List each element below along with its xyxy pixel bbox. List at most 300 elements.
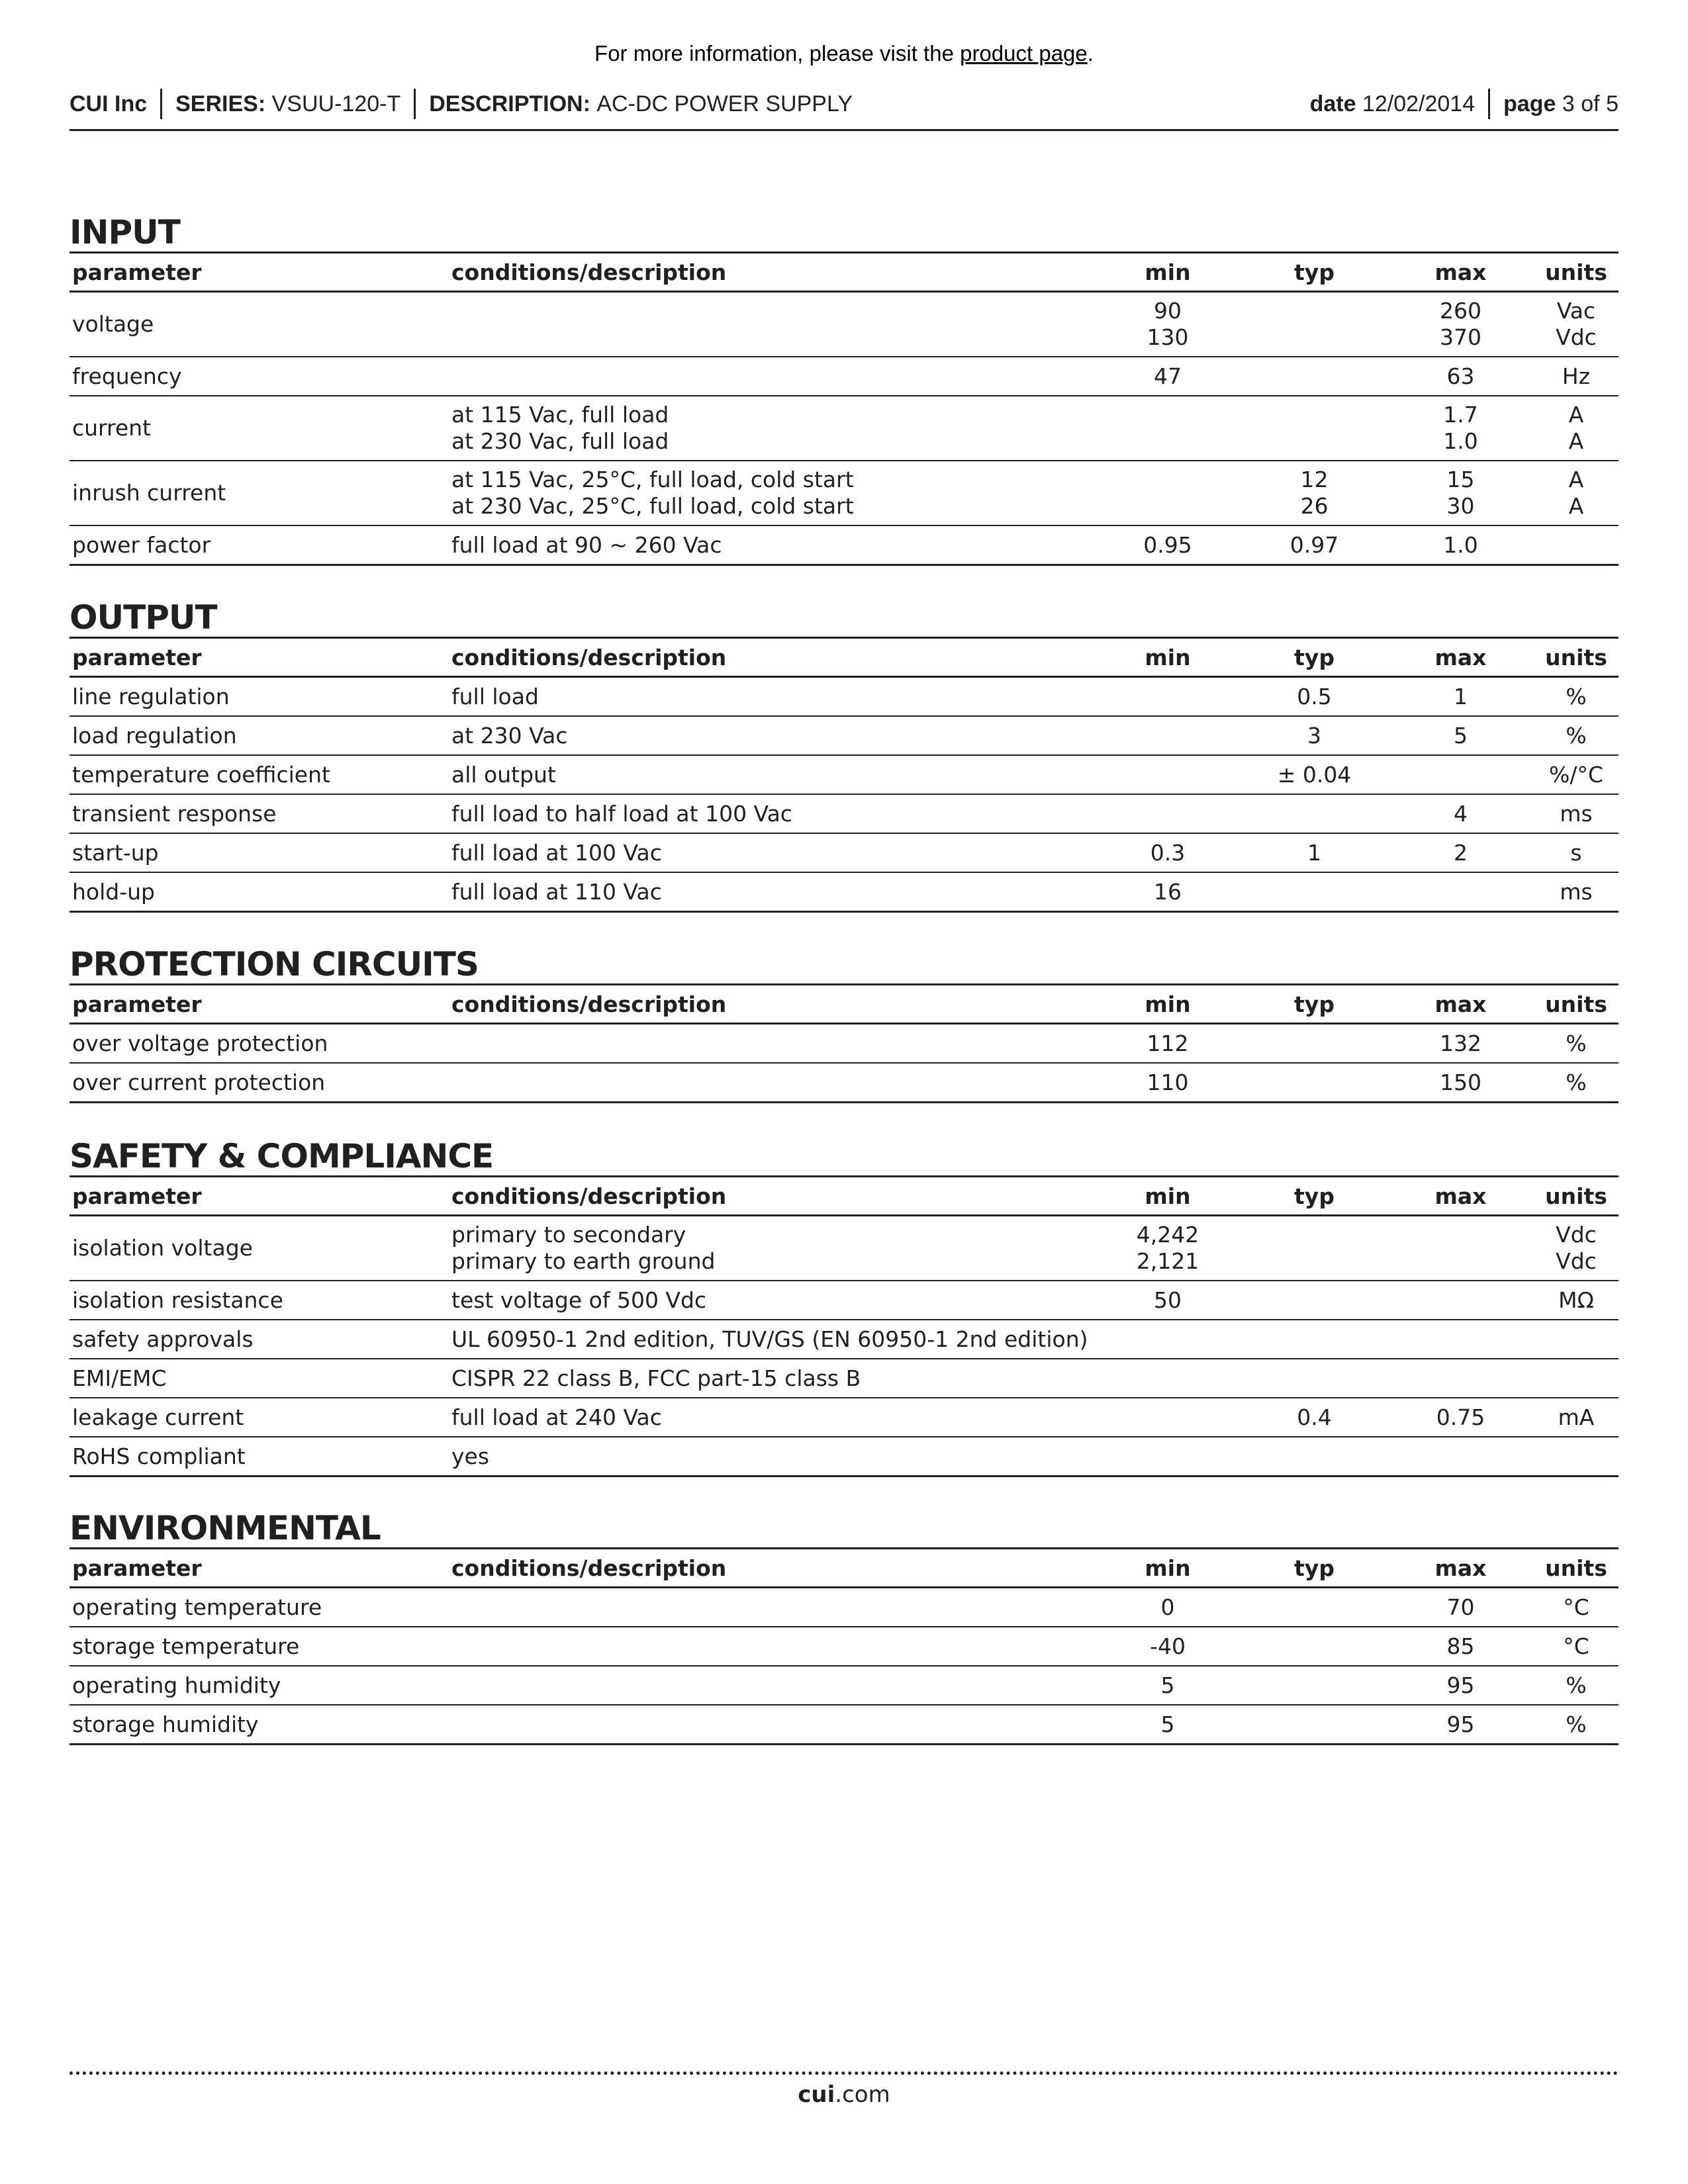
min-cell: [1094, 1666, 1241, 1705]
max-cell: [1387, 292, 1534, 357]
section-protection-circuits: [70, 945, 1618, 1103]
info-note-period: .: [1087, 41, 1094, 66]
table-row: [70, 716, 1618, 755]
typ-cell: [1241, 1666, 1387, 1705]
column-header: min: [1145, 644, 1191, 670]
column-header: parameter: [72, 1555, 202, 1581]
min-cell: [1094, 396, 1241, 461]
parameter-cell: storage temperature: [72, 1633, 300, 1659]
parameter-cell: voltage: [72, 311, 154, 337]
header-rule: [70, 129, 1618, 131]
units-value: %: [1566, 1711, 1587, 1737]
min-cell: [1094, 1627, 1241, 1666]
parameter-cell: line regulation: [72, 683, 230, 709]
units-cell: [1534, 872, 1618, 912]
min-value: 5: [1160, 1672, 1175, 1698]
parameter-cell: storage humidity: [72, 1711, 259, 1737]
max-cell: [1387, 396, 1534, 461]
max-cell: [1387, 1063, 1534, 1103]
column-header: parameter: [72, 644, 202, 670]
typ-cell: [1241, 677, 1387, 717]
table-row: [70, 1666, 1618, 1705]
min-value: 110: [1147, 1069, 1189, 1095]
section-title: OUTPUT: [70, 598, 217, 637]
table-row: [70, 1398, 1618, 1437]
parameter-cell: over voltage protection: [72, 1030, 328, 1056]
units-value: °C: [1563, 1594, 1589, 1620]
spec-table: [70, 1547, 1618, 1745]
header-row: [70, 985, 1618, 1024]
units-value: Hz: [1562, 363, 1591, 389]
condition-cell: [449, 525, 1094, 565]
max-cell: [1387, 872, 1534, 912]
condition-cell: [449, 1320, 1618, 1359]
column-header: min: [1145, 1555, 1191, 1581]
header-row: [70, 1177, 1618, 1216]
units-cell: [1534, 525, 1618, 565]
min-cell: [1094, 1588, 1241, 1627]
table-row: [70, 1588, 1618, 1627]
condition-cell: [449, 1281, 1094, 1320]
page-label: page: [1503, 91, 1556, 116]
typ-cell: [1241, 1063, 1387, 1103]
max-cell: [1387, 716, 1534, 755]
column-header: min: [1145, 1183, 1191, 1209]
table-row: [70, 1281, 1618, 1320]
max-cell: [1387, 357, 1534, 396]
condition-cell: [449, 461, 1094, 525]
max-value: 0.75: [1436, 1404, 1485, 1430]
min-cell: [1094, 1398, 1241, 1437]
condition-line: full load at 110 Vac: [451, 878, 662, 905]
parameter-cell: operating humidity: [72, 1672, 281, 1698]
table-row: [70, 1024, 1618, 1064]
max-value: 260: [1440, 298, 1481, 324]
typ-value: 0.97: [1289, 531, 1339, 558]
column-header: min: [1145, 259, 1191, 285]
max-value: 95: [1446, 1711, 1475, 1737]
units-value: ms: [1560, 878, 1593, 905]
column-header: max: [1434, 1555, 1487, 1581]
page-value: 3 of 5: [1562, 91, 1618, 116]
typ-cell: [1241, 716, 1387, 755]
units-cell: [1534, 461, 1618, 525]
typ-value: 26: [1300, 493, 1329, 519]
condition-cell: [449, 755, 1094, 794]
parameter-cell: isolation voltage: [72, 1235, 253, 1261]
spec-table: [70, 983, 1618, 1103]
min-cell: [1094, 525, 1241, 565]
max-value: 150: [1440, 1069, 1481, 1095]
condition-line: full load at 90 ~ 260 Vac: [451, 531, 722, 558]
units-cell: [1534, 1627, 1618, 1666]
typ-value: 0.4: [1297, 1404, 1332, 1430]
units-value: A: [1568, 467, 1584, 492]
typ-cell: [1241, 833, 1387, 872]
min-cell: [1094, 794, 1241, 833]
description-label: DESCRIPTION:: [429, 91, 590, 116]
parameter-cell: inrush current: [72, 480, 226, 506]
min-cell: [1094, 755, 1241, 794]
info-note-text: For more information, please visit the: [594, 41, 954, 66]
column-header: max: [1434, 259, 1487, 285]
typ-value: 1: [1307, 839, 1321, 866]
min-value: 90: [1154, 298, 1182, 324]
units-cell: [1534, 1024, 1618, 1064]
column-header: units: [1545, 644, 1607, 670]
table-row: [70, 525, 1618, 565]
table-row: [70, 1437, 1618, 1477]
section-output: [70, 598, 1618, 913]
min-cell: [1094, 716, 1241, 755]
table-row: [70, 794, 1618, 833]
condition-cell: [449, 1437, 1094, 1477]
max-value: 1.7: [1443, 402, 1478, 428]
table-row: [70, 755, 1618, 794]
max-value: 95: [1446, 1672, 1475, 1698]
table-row: [70, 357, 1618, 396]
max-cell: [1387, 755, 1534, 794]
section-title: INPUT: [70, 213, 180, 251]
condition-line: full load: [451, 683, 539, 709]
typ-cell: [1241, 1216, 1387, 1281]
units-cell: [1534, 755, 1618, 794]
column-header: typ: [1294, 644, 1335, 670]
units-value: %: [1566, 683, 1587, 709]
column-header: typ: [1294, 1183, 1335, 1209]
typ-cell: [1241, 1398, 1387, 1437]
units-value: %: [1566, 1069, 1587, 1095]
units-value: %/°C: [1548, 761, 1604, 788]
typ-cell: [1241, 1437, 1387, 1477]
column-header: max: [1434, 991, 1487, 1017]
column-header: max: [1434, 644, 1487, 670]
max-cell: [1387, 1437, 1534, 1477]
document-header: [70, 86, 1618, 122]
max-cell: [1387, 1666, 1534, 1705]
condition-cell: [449, 833, 1094, 872]
parameter-cell: transient response: [72, 800, 277, 827]
column-header: units: [1545, 1183, 1607, 1209]
units-value: mA: [1558, 1404, 1595, 1430]
condition-line: test voltage of 500 Vdc: [451, 1287, 707, 1313]
units-value: ms: [1560, 800, 1593, 827]
table-row: [70, 1063, 1618, 1103]
typ-cell: [1241, 1588, 1387, 1627]
typ-cell: [1241, 525, 1387, 565]
min-cell: [1094, 1024, 1241, 1064]
condition-cell: [449, 1705, 1094, 1745]
min-value: 0.95: [1143, 531, 1192, 558]
header-divider: [1488, 89, 1490, 119]
column-header: typ: [1294, 1555, 1335, 1581]
max-cell: [1387, 1398, 1534, 1437]
table-row: [70, 1216, 1618, 1281]
units-value: %: [1566, 1672, 1587, 1698]
typ-value: 0.5: [1297, 683, 1332, 709]
table-row: [70, 1359, 1618, 1398]
condition-line: primary to secondary: [451, 1222, 686, 1248]
spec-table: [70, 1175, 1618, 1477]
condition-line: full load at 100 Vac: [451, 839, 662, 866]
units-value: MΩ: [1558, 1287, 1594, 1313]
company-name: CUI Inc: [70, 91, 148, 116]
header-row: [70, 253, 1618, 292]
units-value: Vac: [1556, 298, 1596, 324]
min-cell: [1094, 677, 1241, 717]
condition-cell: [449, 1063, 1094, 1103]
units-cell: [1534, 1666, 1618, 1705]
condition-line: at 115 Vac, full load: [451, 402, 669, 428]
min-cell: [1094, 1216, 1241, 1281]
units-cell: [1534, 1398, 1618, 1437]
min-cell: [1094, 1281, 1241, 1320]
typ-cell: [1241, 396, 1387, 461]
max-value: 2: [1454, 839, 1468, 866]
typ-cell: [1241, 872, 1387, 912]
units-cell: [1534, 292, 1618, 357]
typ-value: 3: [1307, 722, 1321, 749]
date-value: 12/02/2014: [1362, 91, 1476, 116]
column-header: typ: [1294, 259, 1335, 285]
max-cell: [1387, 1588, 1534, 1627]
parameter-cell: RoHS compliant: [72, 1443, 246, 1469]
column-header: conditions/description: [451, 991, 727, 1017]
units-value: °C: [1563, 1633, 1589, 1659]
section-title: PROTECTION CIRCUITS: [70, 945, 479, 983]
min-cell: [1094, 357, 1241, 396]
section-environmental: [70, 1509, 1618, 1745]
condition-line: yes: [451, 1443, 490, 1469]
units-cell: [1534, 833, 1618, 872]
column-header: units: [1545, 991, 1607, 1017]
table-row: [70, 1320, 1618, 1359]
condition-line: primary to earth ground: [451, 1248, 716, 1274]
condition-cell: [449, 716, 1094, 755]
condition-cell: [449, 1024, 1094, 1064]
max-value: 30: [1446, 493, 1475, 519]
min-cell: [1094, 833, 1241, 872]
max-cell: [1387, 1627, 1534, 1666]
condition-cell: [449, 1588, 1094, 1627]
spec-table: [70, 251, 1618, 566]
column-header: conditions/description: [451, 1555, 727, 1581]
parameter-cell: safety approvals: [72, 1326, 254, 1352]
condition-line: all output: [451, 761, 556, 788]
min-value: 130: [1147, 324, 1189, 350]
typ-cell: [1241, 1627, 1387, 1666]
condition-line: at 115 Vac, 25°C, full load, cold start: [451, 467, 854, 492]
column-header: conditions/description: [451, 259, 727, 285]
condition-cell: [449, 1627, 1094, 1666]
max-value: 15: [1446, 467, 1475, 492]
units-value: s: [1570, 839, 1582, 866]
min-cell: [1094, 1063, 1241, 1103]
header-divider: [414, 89, 416, 119]
condition-cell: [449, 794, 1094, 833]
parameter-cell: start-up: [72, 839, 159, 866]
parameter-cell: current: [72, 415, 152, 441]
max-cell: [1387, 794, 1534, 833]
product-info-note: [0, 41, 1688, 66]
condition-line: full load to half load at 100 Vac: [451, 800, 792, 827]
parameter-cell: leakage current: [72, 1404, 244, 1430]
max-cell: [1387, 525, 1534, 565]
column-header: parameter: [72, 991, 202, 1017]
parameter-cell: hold-up: [72, 878, 155, 905]
header-right: [1310, 89, 1618, 119]
parameter-cell: load regulation: [72, 722, 237, 749]
product-page-link[interactable]: product page: [960, 41, 1088, 66]
footer-domain: .com: [835, 2081, 890, 2108]
min-value: 47: [1154, 363, 1182, 389]
min-value: 50: [1154, 1287, 1182, 1313]
units-cell: [1534, 1437, 1618, 1477]
units-value: Vdc: [1556, 1222, 1597, 1248]
max-value: 5: [1454, 722, 1468, 749]
header-row: [70, 1549, 1618, 1588]
units-cell: [1534, 1216, 1618, 1281]
condition-cell: [449, 1666, 1094, 1705]
typ-cell: [1241, 1705, 1387, 1745]
column-header: parameter: [72, 259, 202, 285]
min-cell: [1094, 1437, 1241, 1477]
date-label: date: [1309, 91, 1356, 116]
units-cell: [1534, 1588, 1618, 1627]
units-value: Vdc: [1556, 324, 1597, 350]
units-cell: [1534, 794, 1618, 833]
column-header: typ: [1294, 991, 1335, 1017]
parameter-cell: EMI/EMC: [72, 1365, 167, 1391]
condition-line: CISPR 22 class B, FCC part-15 class B: [451, 1365, 861, 1391]
max-value: 4: [1454, 800, 1468, 827]
parameter-cell: over current protection: [72, 1069, 326, 1095]
column-header: max: [1434, 1183, 1487, 1209]
max-cell: [1387, 1705, 1534, 1745]
min-value: 112: [1147, 1030, 1189, 1056]
description-value: AC-DC POWER SUPPLY: [596, 91, 853, 116]
section-title: ENVIRONMENTAL: [70, 1509, 381, 1547]
section-title: SAFETY & COMPLIANCE: [70, 1137, 494, 1175]
column-header: conditions/description: [451, 644, 727, 670]
max-value: 70: [1446, 1594, 1475, 1620]
units-cell: [1534, 1063, 1618, 1103]
max-value: 1.0: [1443, 428, 1478, 454]
typ-value: 12: [1300, 467, 1329, 492]
footer-brand: cui: [798, 2081, 835, 2108]
max-cell: [1387, 833, 1534, 872]
min-cell: [1094, 292, 1241, 357]
table-row: [70, 292, 1618, 357]
units-value: %: [1566, 722, 1587, 749]
condition-line: at 230 Vac, 25°C, full load, cold start: [451, 493, 854, 519]
max-cell: [1387, 1281, 1534, 1320]
column-header: units: [1545, 1555, 1607, 1581]
max-cell: [1387, 1024, 1534, 1064]
units-cell: [1534, 1281, 1618, 1320]
column-header: parameter: [72, 1183, 202, 1209]
parameter-cell: power factor: [72, 531, 211, 558]
header-divider: [160, 89, 162, 119]
units-cell: [1534, 1705, 1618, 1745]
min-value: 4,242: [1136, 1222, 1199, 1248]
typ-cell: [1241, 794, 1387, 833]
min-value: 5: [1160, 1711, 1175, 1737]
section-safety-compliance: [70, 1137, 1618, 1477]
table-row: [70, 1705, 1618, 1745]
min-cell: [1094, 1705, 1241, 1745]
min-value: 0: [1160, 1594, 1175, 1620]
condition-cell: [449, 396, 1094, 461]
condition-cell: [449, 1398, 1094, 1437]
max-cell: [1387, 1216, 1534, 1281]
table-row: [70, 833, 1618, 872]
condition-cell: [449, 677, 1094, 717]
units-value: Vdc: [1556, 1248, 1597, 1274]
table-row: [70, 1627, 1618, 1666]
max-value: 63: [1446, 363, 1475, 389]
units-cell: [1534, 396, 1618, 461]
min-cell: [1094, 872, 1241, 912]
units-value: A: [1568, 428, 1584, 454]
condition-cell: [449, 872, 1094, 912]
units-value: %: [1566, 1030, 1587, 1056]
typ-cell: [1241, 357, 1387, 396]
units-cell: [1534, 677, 1618, 717]
units-cell: [1534, 716, 1618, 755]
typ-cell: [1241, 292, 1387, 357]
typ-value: ± 0.04: [1277, 761, 1352, 788]
column-header: conditions/description: [451, 1183, 727, 1209]
series-value: VSUU-120-T: [271, 91, 401, 116]
max-cell: [1387, 677, 1534, 717]
section-input: [70, 213, 1618, 566]
max-value: 370: [1440, 324, 1481, 350]
condition-cell: [449, 357, 1094, 396]
max-value: 1.0: [1443, 531, 1478, 558]
condition-line: full load at 240 Vac: [451, 1404, 662, 1430]
spec-table: [70, 637, 1618, 913]
min-value: 16: [1154, 878, 1182, 905]
parameter-cell: temperature coefficient: [72, 761, 330, 788]
series-label: SERIES:: [175, 91, 266, 116]
footer-dotted-rule: [70, 2071, 1618, 2075]
typ-cell: [1241, 1024, 1387, 1064]
min-cell: [1094, 461, 1241, 525]
units-value: A: [1568, 402, 1584, 428]
max-value: 85: [1446, 1633, 1475, 1659]
units-value: A: [1568, 493, 1584, 519]
column-header: units: [1545, 259, 1607, 285]
min-value: -40: [1150, 1633, 1186, 1659]
column-header: min: [1145, 991, 1191, 1017]
condition-line: at 230 Vac: [451, 722, 568, 749]
units-cell: [1534, 357, 1618, 396]
condition-cell: [449, 1216, 1094, 1281]
footer-website: [0, 2081, 1688, 2108]
min-value: 0.3: [1150, 839, 1186, 866]
table-row: [70, 461, 1618, 525]
parameter-cell: isolation resistance: [72, 1287, 283, 1313]
max-value: 132: [1440, 1030, 1481, 1056]
header-row: [70, 638, 1618, 677]
typ-cell: [1241, 1281, 1387, 1320]
condition-cell: [449, 292, 1094, 357]
max-cell: [1387, 461, 1534, 525]
max-value: 1: [1454, 683, 1468, 709]
condition-line: at 230 Vac, full load: [451, 428, 669, 454]
parameter-cell: operating temperature: [72, 1594, 322, 1620]
